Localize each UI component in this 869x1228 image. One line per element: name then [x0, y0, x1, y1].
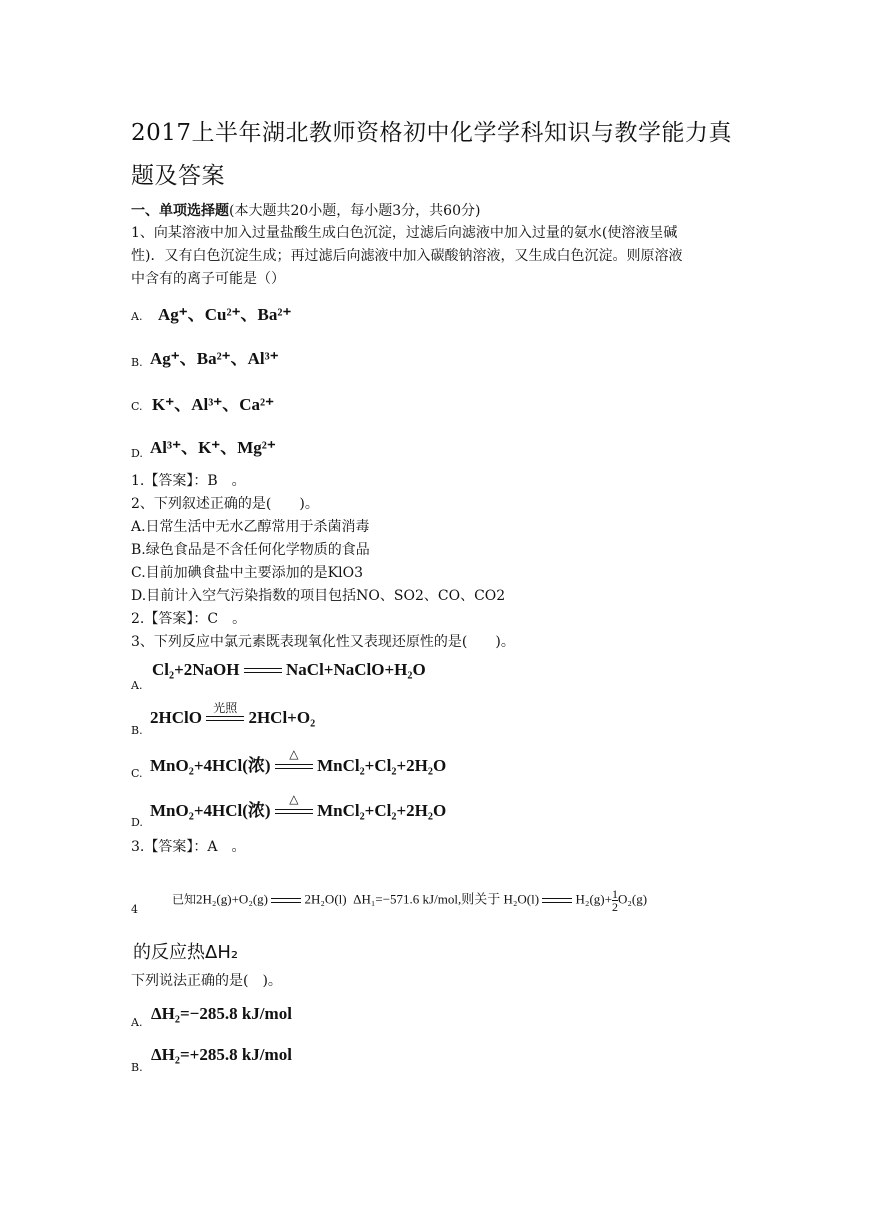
q2-option-b: B.绿色食品是不含任何化学物质的食品 [131, 542, 370, 558]
q4-option-a-value: ΔH₂=−285.8 kJ/mol [151, 1004, 292, 1023]
q4-number: 4 [131, 903, 138, 916]
page-title-line2: 题及答案 [131, 163, 225, 189]
equals-arrow-icon [244, 666, 282, 676]
q3-b-condition: 光照 [213, 701, 238, 716]
q4-eq2-left: H₂O(l) [503, 891, 540, 907]
q3-option-a-equation [152, 660, 426, 680]
q4-eq1-left: 2H₂(g)+O₂(g) [196, 891, 269, 907]
q2-option-c: C.目前加碘食盐中主要添加的是KlO3 [131, 565, 363, 581]
q3-option-b-label: B. [131, 724, 143, 737]
q3-d-reactants: MnO₂+4HCl(浓) [150, 801, 271, 820]
q4-option-a-label: A. [131, 1016, 143, 1029]
q4-eq2-tail: O₂(g) [617, 891, 648, 907]
q3-d-condition: △ [289, 792, 299, 807]
q2-stem: 2、下列叙述正确的是( )。 [131, 496, 319, 512]
q4-option-b-value: ΔH₂=+285.8 kJ/mol [151, 1045, 292, 1064]
frac-denominator: 2 [611, 900, 618, 914]
q1-option-d-formula: Al³⁺、K⁺、Mg²⁺ [150, 438, 276, 457]
q3-b-reactants: 2HClO [150, 708, 202, 727]
q3-option-c-label: C. [131, 767, 143, 780]
q4-line2: 的反应热ΔH₂ [133, 942, 239, 963]
q1-stem-line3: 中含有的离子可能是（） [131, 271, 285, 287]
q3-a-reactants: Cl₂+2NaOH [152, 660, 240, 679]
q1-option-c-label: C. [131, 400, 143, 413]
q3-c-condition: △ [289, 747, 299, 762]
q4-eq1-right: 2H₂O(l) [304, 891, 347, 907]
q2-answer: 2.【答案】：C 。 [131, 611, 247, 627]
equals-arrow-icon [275, 747, 313, 772]
q1-option-b-label: B. [131, 356, 143, 369]
q4-stem: 下列说法正确的是( )。 [131, 973, 282, 989]
section-heading [131, 200, 480, 220]
q4-given-equation [172, 888, 647, 913]
equals-arrow-icon [206, 701, 244, 724]
q3-option-a-label: A. [131, 679, 143, 692]
q1-option-a-formula: Ag⁺、Cu²⁺、Ba²⁺ [158, 305, 292, 324]
frac-numerator: 1 [611, 887, 618, 901]
q3-answer: 3.【答案】：A 。 [131, 839, 246, 855]
q1-stem-line1: 1、向某溶液中加入过量盐酸生成白色沉淀，过滤后向滤液中加入过量的氨水(使溶液呈碱 [131, 225, 678, 241]
q3-c-products: MnCl₂+Cl₂+2H₂O [317, 756, 447, 775]
section-note: (本大题共20小题，每小题3分，共60分) [229, 203, 481, 219]
q3-option-c-equation [150, 747, 447, 776]
q1-stem-line2: 性)．又有白色沉淀生成；再过滤后向滤液中加入碳酸钠溶液，又生成白色沉淀。则原溶液 [131, 248, 683, 264]
q4-option-b-label: B. [131, 1061, 143, 1074]
q3-a-products: NaCl+NaClO+H₂O [286, 660, 426, 679]
q2-option-d: D.目前计入空气污染指数的项目包括NO、SO2、CO、CO2 [131, 588, 506, 604]
q1-option-c-formula: K⁺、Al³⁺、Ca²⁺ [152, 395, 275, 414]
q3-stem: 3、下列反应中氯元素既表现氧化性又表现还原性的是( )。 [131, 634, 515, 650]
page-title-line1: 2017上半年湖北教师资格初中化学学科知识与教学能力真 [131, 120, 733, 146]
q4-prefix: 已知 [172, 892, 197, 907]
q3-option-d-equation [150, 792, 447, 821]
q3-c-reactants: MnO₂+4HCl(浓) [150, 756, 271, 775]
equals-arrow-icon [542, 896, 572, 906]
q1-answer: 1.【答案】：B 。 [131, 473, 246, 489]
equals-arrow-icon [275, 792, 313, 817]
q3-option-d-label: D. [131, 816, 143, 829]
section-title: 一、单项选择题 [131, 203, 229, 219]
q4-dh1: ΔH₁=−571.6 kJ/mol,则关于 [353, 891, 501, 907]
q1-option-b-formula: Ag⁺、Ba²⁺、Al³⁺ [150, 349, 279, 368]
q3-b-products: 2HCl+O₂ [248, 708, 316, 727]
q4-eq2-right: H₂(g)+ [575, 891, 612, 907]
q1-option-d-label: D. [131, 447, 143, 460]
q3-option-b-equation [150, 701, 316, 728]
equals-arrow-icon [271, 896, 301, 906]
q1-option-a-label: A. [131, 310, 143, 323]
q3-d-products: MnCl₂+Cl₂+2H₂O [317, 801, 447, 820]
q2-option-a: A.日常生活中无水乙醇常用于杀菌消毒 [131, 519, 370, 535]
